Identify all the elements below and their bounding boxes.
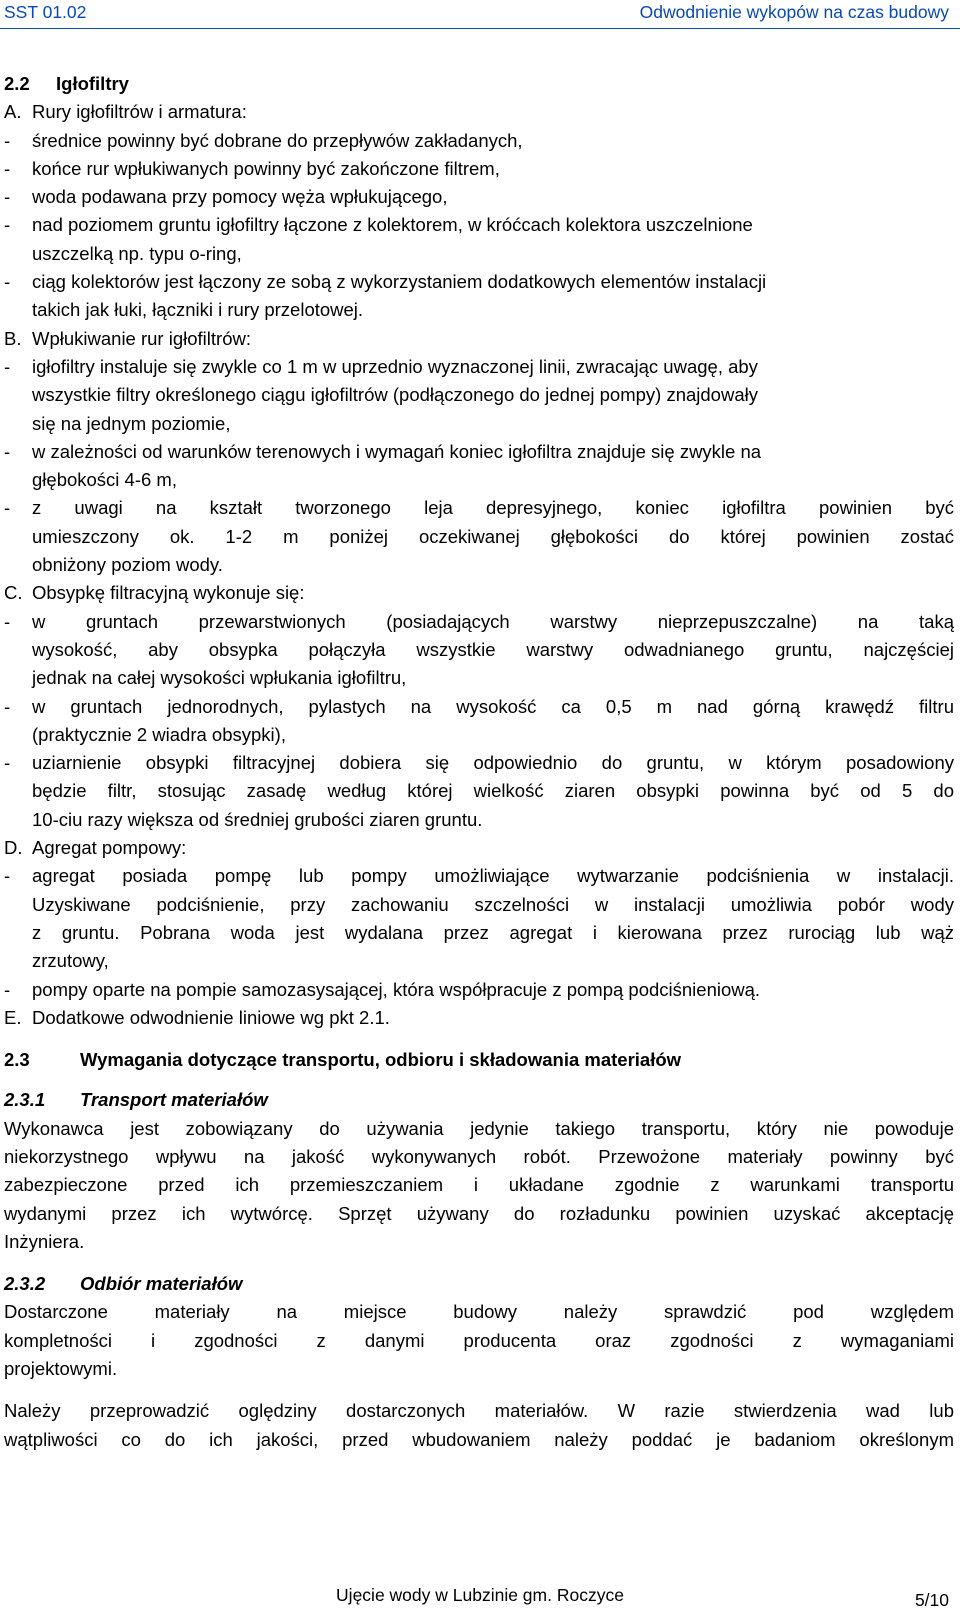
- header-doc-title: Odwodnienie wykopów na czas budowy: [639, 2, 949, 22]
- page-number: 5/10: [914, 1590, 949, 1610]
- list-item-continuation: wszystkie filtry określonego ciągu igłofiltrów (podłączonego do jednej pompy) znajdowały: [32, 384, 758, 406]
- document-body: [4, 70, 954, 1454]
- page-header: [0, 0, 960, 30]
- list-item-continuation: obniżony poziom wody.: [32, 554, 223, 576]
- section-2-3-2-heading: 2.3.2 Odbiór materiałów: [4, 1273, 243, 1295]
- paragraph-line: projektowymi.: [4, 1358, 118, 1380]
- list-item: - igłofiltry instaluje się zwykle co 1 m w uprzednio wyznaczonej linii, zwracając uwagę, aby: [4, 355, 758, 377]
- list-item-continuation: jednak na całej wysokości wpłukania igłofiltru,: [32, 667, 407, 689]
- list-item-d: D. Agregat pompowy:: [4, 837, 187, 859]
- list-item-continuation: zrzutowy,: [32, 950, 109, 972]
- list-item-c: C. Obsypkę filtracyjną wykonuje się:: [4, 582, 305, 604]
- list-item-continuation: Uzyskiwane podciśnienie, przy zachowaniu szczelności w instalacji umożliwia pobór wody: [32, 893, 954, 915]
- list-item: - końce rur wpłukiwanych powinny być zakończone filtrem,: [4, 157, 500, 179]
- paragraph-line: Dostarczone materiały na miejsce budowy należy sprawdzić pod względem: [4, 1301, 954, 1323]
- list-item: - w gruntach przewarstwionych (posiadających warstwy nieprzepuszczalne) na taką: [4, 610, 954, 632]
- list-item: - nad poziomem gruntu igłofiltry łączone z kolektorem, w króćcach kolektora uszczelnione: [4, 214, 753, 236]
- list-item: - średnice powinny być dobrane do przepływów zakładanych,: [4, 129, 523, 151]
- header-rule: [0, 28, 960, 29]
- paragraph-line: niekorzystnego wpływu na jakość wykonywanych robót. Przewożone materiały powinny być: [4, 1145, 954, 1167]
- list-item: - w zależności od warunków terenowych i wymagań koniec igłofiltra znajduje się zwykle na: [4, 440, 762, 462]
- list-item-continuation: się na jednym poziomie,: [32, 412, 231, 434]
- list-item-continuation: uszczelką np. typu o-ring,: [32, 242, 242, 264]
- list-item-continuation: głębokości 4-6 m,: [32, 469, 177, 491]
- list-item-continuation: z gruntu. Pobrana woda jest wydalana przez agregat i kierowana przez rurociąg lub wąż: [32, 921, 954, 943]
- list-item: - z uwagi na kształt tworzonego leja depresyjnego, koniec igłofiltra powinien być: [4, 497, 954, 519]
- list-item: - uziarnienie obsypki filtracyjnej dobiera się odpowiednio do gruntu, w którym posadowiony: [4, 752, 954, 774]
- section-2-2-heading: 2.2 Igłofiltry: [4, 73, 129, 94]
- list-item-continuation: umieszczony ok. 1-2 m poniżej oczekiwanej głębokości do której powinien zostać: [32, 525, 954, 547]
- header-doc-code: SST 01.02: [4, 2, 87, 22]
- list-item-continuation: 10-ciu razy większa od średniej grubości ziaren gruntu.: [32, 808, 483, 830]
- list-item-b: B. Wpłukiwanie rur igłofiltrów:: [4, 327, 251, 349]
- list-item: - w gruntach jednorodnych, pylastych na wysokość ca 0,5 m nad górną krawędź filtru: [4, 695, 954, 717]
- list-item-a: A. Rury igłofiltrów i armatura:: [4, 101, 247, 123]
- list-item: - agregat posiada pompę lub pompy umożliwiające wytwarzanie podciśnienia w instalacji.: [4, 865, 954, 887]
- section-2-3-1-heading: 2.3.1 Transport materiałów: [4, 1089, 268, 1111]
- list-item-e: E. Dodatkowe odwodnienie liniowe wg pkt 2.1.: [4, 1006, 390, 1028]
- list-item: - woda podawana przy pomocy węża wpłukującego,: [4, 186, 448, 208]
- list-item-continuation: będzie filtr, stosując zasadę według której wielkość ziaren obsypki powinna być od 5 do: [32, 780, 954, 802]
- paragraph-line: Wykonawca jest zobowiązany do używania jedynie takiego transportu, który nie powoduje: [4, 1117, 954, 1139]
- list-item: - ciąg kolektorów jest łączony ze sobą z wykorzystaniem dodatkowych elementów instalacji: [4, 271, 767, 293]
- paragraph-line: wydanymi przez ich wytwórcę. Sprzęt używany do rozładunku powinien uzyskać akceptację: [4, 1202, 954, 1224]
- paragraph-line: wątpliwości co do ich jakości, przed wbudowaniem należy poddać je badaniom określonym: [4, 1428, 954, 1450]
- paragraph-line: Inżyniera.: [4, 1230, 85, 1252]
- paragraph-line: kompletności i zgodności z danymi producenta oraz zgodności z wymaganiami: [4, 1329, 954, 1351]
- list-item: - pompy oparte na pompie samozasysającej, która współpracuje z pompą podciśnieniową.: [4, 978, 761, 1000]
- list-item-continuation: wysokość, aby obsypka połączyła wszystkie warstwy odwadnianego gruntu, najczęściej: [32, 638, 954, 660]
- list-item-continuation: takich jak łuki, łączniki i rury przelotowej.: [32, 299, 364, 321]
- list-item-continuation: (praktycznie 2 wiadra obsypki),: [32, 723, 286, 745]
- paragraph-line: zabezpieczone przed ich przemieszczaniem i układane zgodnie z warunkami transportu: [4, 1174, 954, 1196]
- footer-project-name: Ujęcie wody w Lubzinie gm. Roczyce: [336, 1585, 624, 1605]
- paragraph-line: Należy przeprowadzić oględziny dostarczonych materiałów. W razie stwierdzenia wad lub: [4, 1400, 954, 1422]
- section-2-3-heading: 2.3 Wymagania dotyczące transportu, odbioru i składowania materiałów: [4, 1049, 682, 1071]
